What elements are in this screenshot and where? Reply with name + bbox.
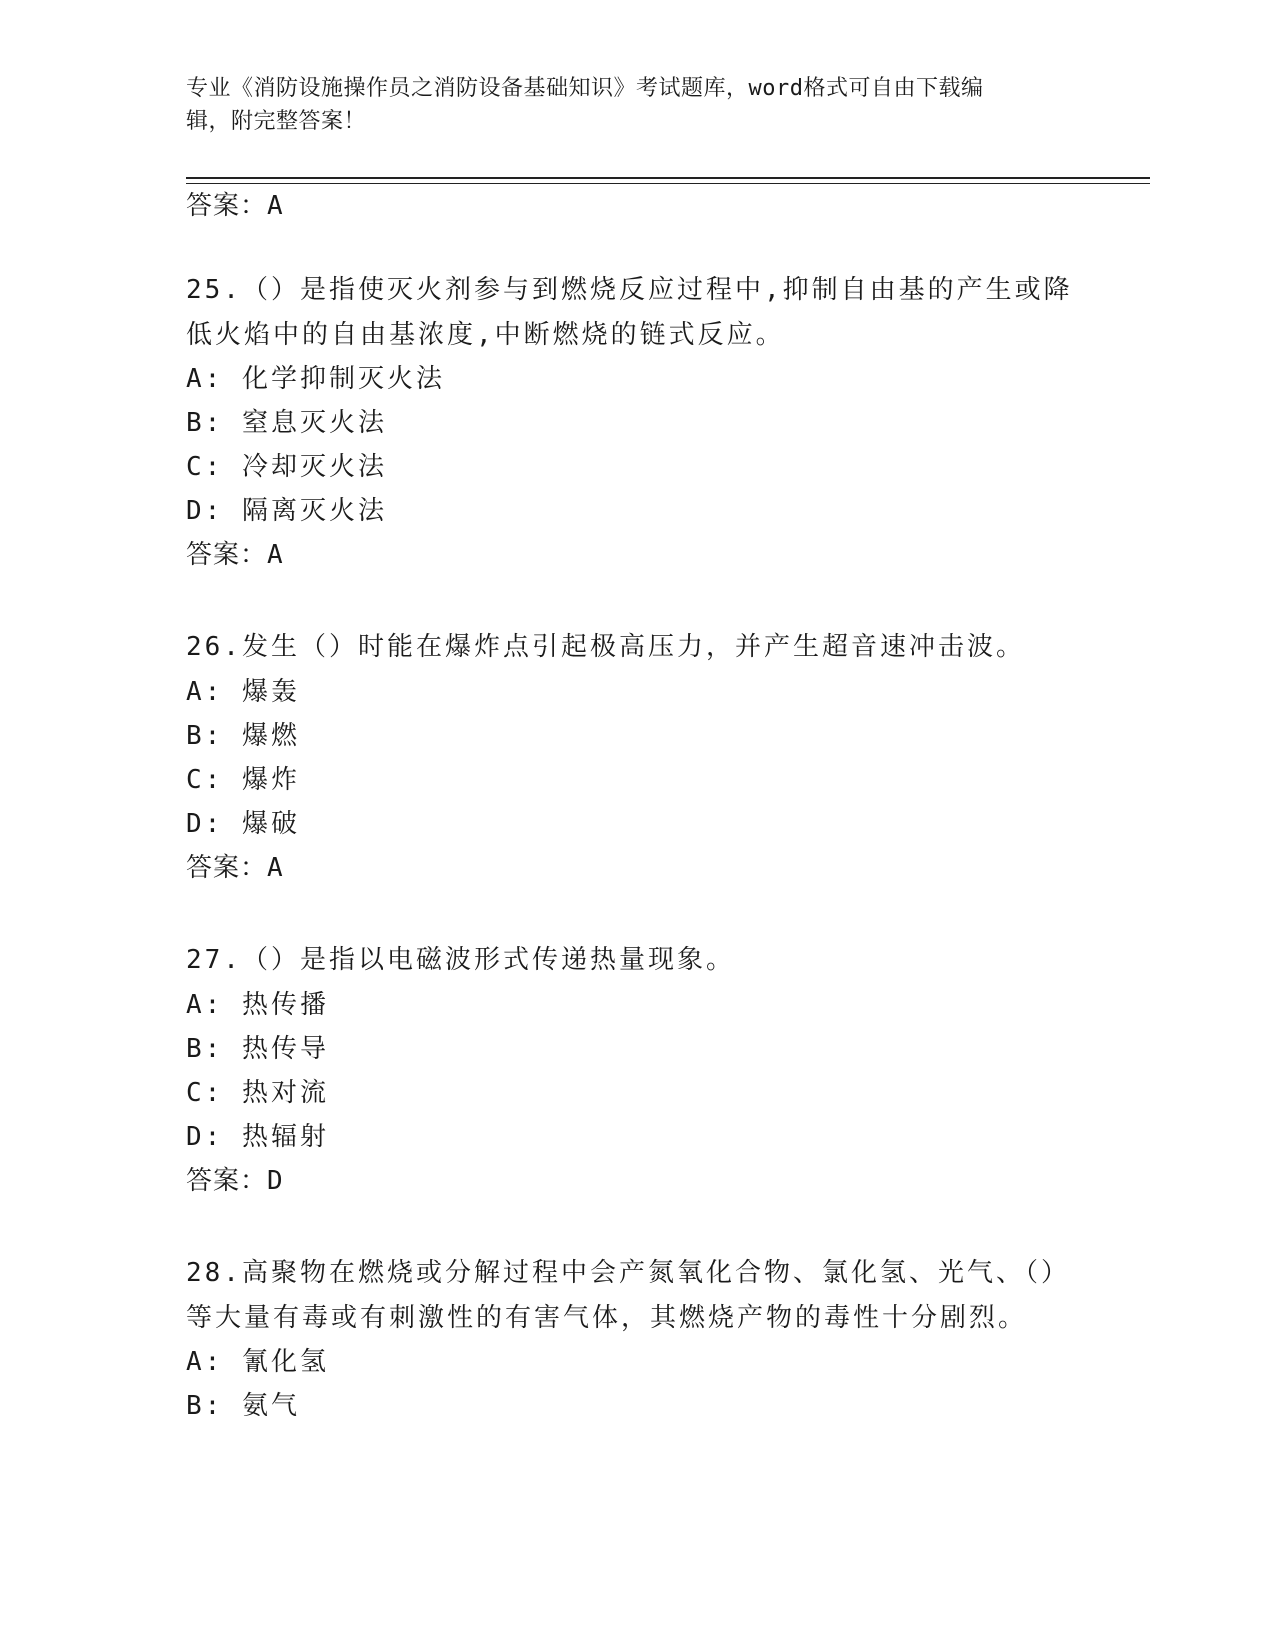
option-b: B: 氨气	[186, 1391, 300, 1421]
option-a: A: 氰化氢	[186, 1347, 329, 1377]
header-line-2: 辑，附完整答案！	[186, 109, 367, 134]
option-c: C: 爆炸	[186, 765, 300, 795]
previous-answer: 答案：A	[186, 191, 284, 221]
header-line-1: 专业《消防设施操作员之消防设备基础知识》考试题库，word格式可自由下载编	[186, 76, 984, 101]
option-d: D: 爆破	[186, 809, 300, 839]
question-stem: 25.（）是指使灭火剂参与到燃烧反应过程中,抑制自由基的产生或降	[186, 275, 1073, 305]
option-d: D: 热辐射	[186, 1122, 329, 1152]
option-c: C: 冷却灭火法	[186, 452, 387, 482]
answer: 答案：D	[186, 1166, 284, 1196]
option-a: A: 爆轰	[186, 677, 300, 707]
answer: 答案：A	[186, 540, 284, 570]
question-stem: 等大量有毒或有刺激性的有害气体，其燃烧产物的毒性十分剧烈。	[186, 1303, 1028, 1333]
header-rule-thin	[186, 183, 1150, 184]
option-b: B: 窒息灭火法	[186, 408, 387, 438]
header-rule-thick	[186, 177, 1150, 179]
option-b: B: 爆燃	[186, 721, 300, 751]
option-a: A: 热传播	[186, 990, 329, 1020]
document-header	[186, 72, 1066, 138]
question-stem: 26.发生（）时能在爆炸点引起极高压力，并产生超音速冲击波。	[186, 632, 1025, 662]
question-stem: 低火焰中的自由基浓度,中断燃烧的链式反应。	[186, 320, 785, 350]
question-stem: 27.（）是指以电磁波形式传递热量现象。	[186, 945, 735, 975]
option-d: D: 隔离灭火法	[186, 496, 387, 526]
question-stem: 28.高聚物在燃烧或分解过程中会产氮氧化合物、氯化氢、光气、（）	[186, 1258, 1070, 1288]
answer: 答案：A	[186, 853, 284, 883]
option-a: A: 化学抑制灭火法	[186, 364, 445, 394]
option-b: B: 热传导	[186, 1034, 329, 1064]
option-c: C: 热对流	[186, 1078, 329, 1108]
